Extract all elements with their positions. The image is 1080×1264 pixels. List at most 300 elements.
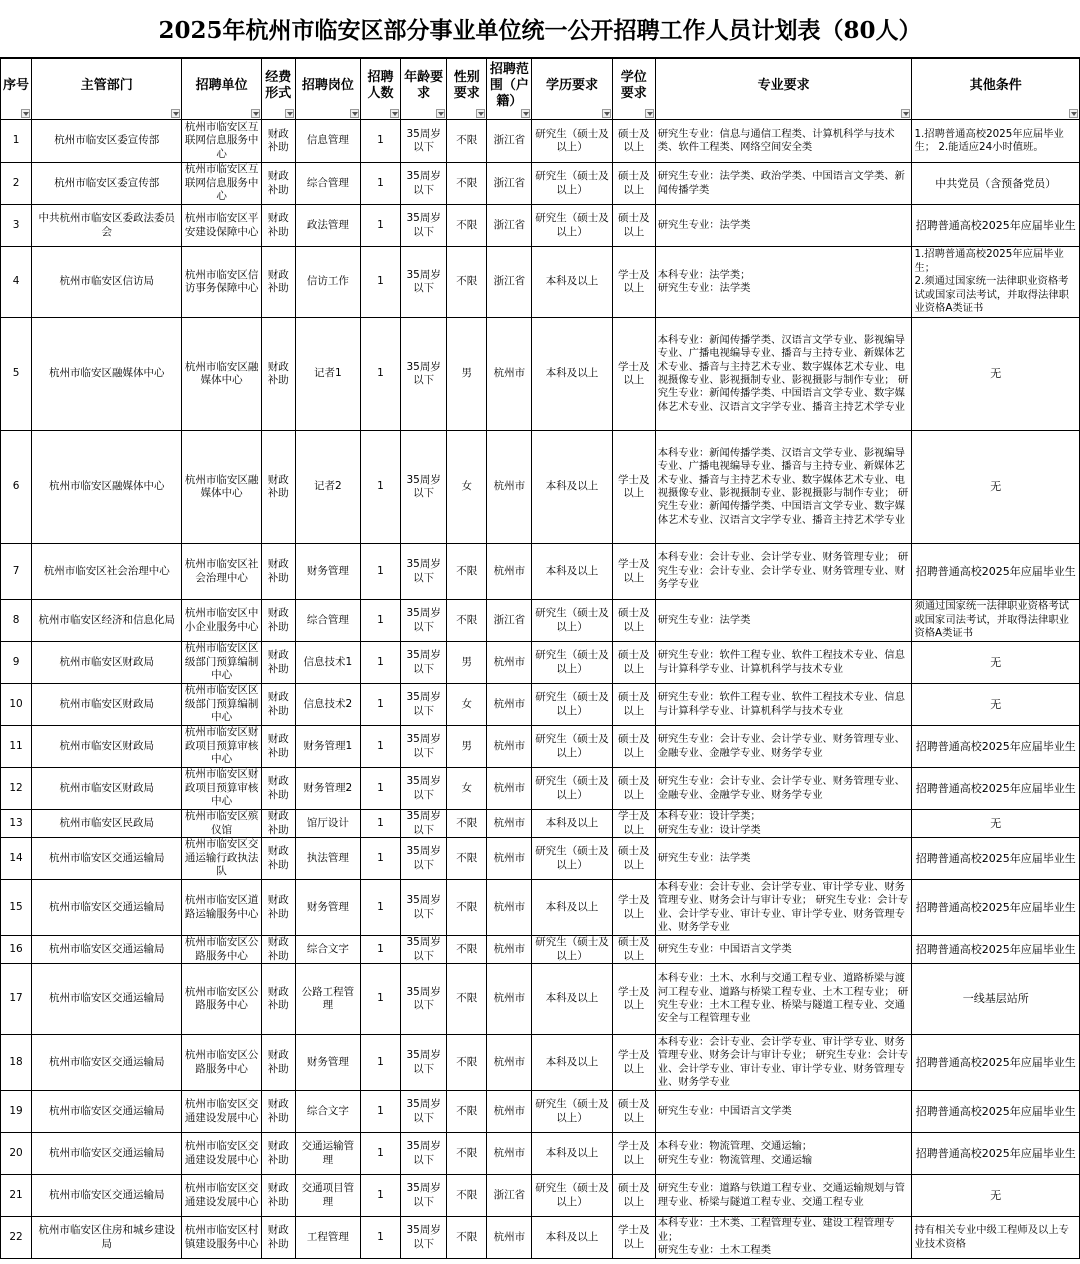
table-row — [1, 726, 1080, 768]
cell-funding: 财政补助 — [261, 1133, 295, 1175]
cell-count: 1 — [360, 726, 400, 768]
cell-position: 综合文字 — [295, 936, 360, 964]
cell-scope: 浙江省 — [487, 120, 532, 163]
filter-dropdown-icon[interactable] — [171, 109, 180, 118]
cell-seq: 17 — [1, 964, 32, 1035]
cell-degree: 学士及以上 — [612, 318, 655, 431]
cell-count: 1 — [360, 1175, 400, 1217]
cell-major: 本科专业：土木、水利与交通工程专业、道路桥梁与渡河工程专业、道路与桥梁工程专业、土木工程专业； 研究生专业：土木工程专业、桥梁与隧道工程专业、交通安全与工程管理专业 — [655, 964, 912, 1035]
header-label: 序号 — [3, 78, 30, 93]
cell-major: 研究生专业：中国语言文学类 — [655, 1091, 912, 1133]
cell-major: 研究生专业：会计专业、会计学专业、财务管理专业、金融专业、金融学专业、财务学专业 — [655, 726, 912, 768]
table-row — [1, 247, 1080, 318]
table-row — [1, 838, 1080, 880]
cell-unit: 杭州市临安区互联网信息服务中心 — [182, 163, 261, 205]
cell-major: 本科专业：新闻传播学类、汉语言文学专业、影视编导专业、广播电视编导专业、播音与主持专业、新媒体艺术专业、播音与主持艺术专业、数字媒体艺术专业、电视摄像专业、影视摄制专业、影视摄影与制作专业； 研究生专业：新闻传播学类、中国语言文学专业、数字媒体艺术专业、汉语言文字学专业、播音主持艺术学专业 — [655, 318, 912, 431]
page-title: 2025年杭州市临安区部分事业单位统一公开招聘工作人员计划表（80人） — [0, 0, 1080, 58]
cell-position: 记者1 — [295, 318, 360, 431]
cell-degree: 硕士及以上 — [612, 600, 655, 642]
header-label: 学位要求 — [620, 70, 647, 101]
cell-scope: 杭州市 — [487, 838, 532, 880]
cell-age: 35周岁以下 — [401, 544, 447, 600]
table-row — [1, 642, 1080, 684]
cell-count: 1 — [360, 642, 400, 684]
cell-gender: 不限 — [447, 247, 487, 318]
cell-education: 研究生（硕士及以上） — [532, 120, 612, 163]
cell-degree: 硕士及以上 — [612, 205, 655, 247]
cell-department: 杭州市临安区财政局 — [32, 726, 182, 768]
cell-position: 财务管理 — [295, 880, 360, 936]
cell-degree: 硕士及以上 — [612, 768, 655, 810]
filter-dropdown-icon[interactable] — [901, 109, 910, 118]
cell-major: 研究生专业：软件工程专业、软件工程技术专业、信息与计算科学专业、计算机科学与技术专业 — [655, 642, 912, 684]
header-label: 招聘单位 — [195, 78, 248, 93]
cell-unit: 杭州市临安区融媒体中心 — [182, 318, 261, 431]
cell-age: 35周岁以下 — [401, 936, 447, 964]
cell-department: 杭州市临安区交通运输局 — [32, 1175, 182, 1217]
header-col-other — [912, 59, 1080, 120]
cell-major: 研究生专业：中国语言文学类 — [655, 936, 912, 964]
cell-count: 1 — [360, 684, 400, 726]
table-row — [1, 1133, 1080, 1175]
cell-age: 35周岁以下 — [401, 726, 447, 768]
cell-gender: 不限 — [447, 964, 487, 1035]
cell-gender: 不限 — [447, 810, 487, 838]
cell-other: 无 — [912, 810, 1080, 838]
filter-dropdown-icon[interactable] — [390, 109, 399, 118]
cell-degree: 学士及以上 — [612, 1217, 655, 1259]
table-row — [1, 544, 1080, 600]
cell-seq: 22 — [1, 1217, 32, 1259]
cell-scope: 浙江省 — [487, 163, 532, 205]
cell-department: 杭州市临安区交通运输局 — [32, 936, 182, 964]
cell-funding: 财政补助 — [261, 964, 295, 1035]
cell-department: 杭州市临安区委宣传部 — [32, 163, 182, 205]
cell-age: 35周岁以下 — [401, 1217, 447, 1259]
header-col-funding — [261, 59, 295, 120]
cell-age: 35周岁以下 — [401, 964, 447, 1035]
cell-department: 杭州市临安区经济和信息化局 — [32, 600, 182, 642]
cell-department: 杭州市临安区社会治理中心 — [32, 544, 182, 600]
cell-count: 1 — [360, 838, 400, 880]
cell-count: 1 — [360, 768, 400, 810]
header-label: 其他条件 — [969, 78, 1022, 93]
cell-major: 本科专业：法学类； 研究生专业：法学类 — [655, 247, 912, 318]
cell-scope: 杭州市 — [487, 964, 532, 1035]
cell-position: 信息管理 — [295, 120, 360, 163]
cell-education: 本科及以上 — [532, 247, 612, 318]
cell-major: 本科专业：土木类、工程管理专业、建设工程管理专业； 研究生专业：土木工程类 — [655, 1217, 912, 1259]
filter-dropdown-icon[interactable] — [645, 109, 654, 118]
filter-dropdown-icon[interactable] — [21, 109, 30, 118]
cell-age: 35周岁以下 — [401, 318, 447, 431]
cell-seq: 13 — [1, 810, 32, 838]
cell-education: 研究生（硕士及以上） — [532, 1091, 612, 1133]
cell-count: 1 — [360, 1091, 400, 1133]
cell-scope: 杭州市 — [487, 642, 532, 684]
cell-unit: 杭州市临安区村镇建设服务中心 — [182, 1217, 261, 1259]
cell-unit: 杭州市临安区中小企业服务中心 — [182, 600, 261, 642]
cell-gender: 男 — [447, 318, 487, 431]
cell-department: 杭州市临安区财政局 — [32, 768, 182, 810]
cell-degree: 学士及以上 — [612, 544, 655, 600]
cell-funding: 财政补助 — [261, 838, 295, 880]
cell-age: 35周岁以下 — [401, 1091, 447, 1133]
cell-seq: 9 — [1, 642, 32, 684]
cell-seq: 1 — [1, 120, 32, 163]
cell-unit: 杭州市临安区区级部门预算编制中心 — [182, 642, 261, 684]
cell-funding: 财政补助 — [261, 247, 295, 318]
filter-dropdown-icon[interactable] — [476, 109, 485, 118]
recruitment-table — [0, 58, 1080, 1259]
cell-age: 35周岁以下 — [401, 810, 447, 838]
cell-scope: 浙江省 — [487, 247, 532, 318]
cell-department: 杭州市临安区交通运输局 — [32, 880, 182, 936]
cell-funding: 财政补助 — [261, 544, 295, 600]
cell-major: 本科专业：会计专业、会计学专业、审计学专业、财务管理专业、财务会计与审计专业； 研究生专业：会计专业、会计学专业、审计专业、审计学专业、财务管理专业、财务学专业 — [655, 1035, 912, 1091]
cell-scope: 杭州市 — [487, 431, 532, 544]
header-col-department — [32, 59, 182, 120]
header-col-gender — [447, 59, 487, 120]
cell-age: 35周岁以下 — [401, 880, 447, 936]
table-row — [1, 880, 1080, 936]
cell-degree: 硕士及以上 — [612, 936, 655, 964]
header-col-scope — [487, 59, 532, 120]
cell-other: 招聘普通高校2025年应届毕业生 — [912, 768, 1080, 810]
cell-scope: 杭州市 — [487, 544, 532, 600]
cell-seq: 3 — [1, 205, 32, 247]
cell-count: 1 — [360, 318, 400, 431]
cell-position: 交通运输管理 — [295, 1133, 360, 1175]
cell-other: 招聘普通高校2025年应届毕业生 — [912, 880, 1080, 936]
table-row — [1, 1217, 1080, 1259]
cell-department: 杭州市临安区信访局 — [32, 247, 182, 318]
cell-other: 招聘普通高校2025年应届毕业生 — [912, 1035, 1080, 1091]
cell-education: 研究生（硕士及以上） — [532, 838, 612, 880]
cell-department: 杭州市临安区交通运输局 — [32, 1035, 182, 1091]
cell-department: 杭州市临安区融媒体中心 — [32, 431, 182, 544]
cell-age: 35周岁以下 — [401, 205, 447, 247]
cell-degree: 硕士及以上 — [612, 163, 655, 205]
cell-scope: 杭州市 — [487, 880, 532, 936]
cell-funding: 财政补助 — [261, 768, 295, 810]
cell-major: 本科专业：新闻传播学类、汉语言文学专业、影视编导专业、广播电视编导专业、播音与主持专业、新媒体艺术专业、播音与主持艺术专业、数字媒体艺术专业、电视摄像专业、影视摄制专业、影视摄影与制作专业； 研究生专业：新闻传播学类、中国语言文学专业、数字媒体艺术专业、汉语言文字学专业、播音主持艺术学专业 — [655, 431, 912, 544]
cell-count: 1 — [360, 431, 400, 544]
cell-unit: 杭州市临安区互联网信息服务中心 — [182, 120, 261, 163]
cell-major: 研究生专业：法学类 — [655, 838, 912, 880]
cell-education: 研究生（硕士及以上） — [532, 726, 612, 768]
filter-dropdown-icon[interactable] — [251, 109, 260, 118]
cell-age: 35周岁以下 — [401, 600, 447, 642]
header-label: 主管部门 — [80, 78, 133, 93]
cell-education: 本科及以上 — [532, 1133, 612, 1175]
cell-scope: 杭州市 — [487, 1217, 532, 1259]
cell-funding: 财政补助 — [261, 684, 295, 726]
cell-seq: 20 — [1, 1133, 32, 1175]
cell-other: 无 — [912, 1175, 1080, 1217]
cell-other: 无 — [912, 684, 1080, 726]
cell-other: 招聘普通高校2025年应届毕业生 — [912, 544, 1080, 600]
table-row — [1, 936, 1080, 964]
cell-degree: 硕士及以上 — [612, 1175, 655, 1217]
cell-major: 本科专业：会计专业、会计学专业、财务管理专业； 研究生专业：会计专业、会计学专业、财务管理专业、财务学专业 — [655, 544, 912, 600]
cell-gender: 男 — [447, 726, 487, 768]
cell-age: 35周岁以下 — [401, 247, 447, 318]
table-row — [1, 1175, 1080, 1217]
cell-count: 1 — [360, 936, 400, 964]
cell-count: 1 — [360, 1217, 400, 1259]
header-label: 招聘范围（户籍） — [489, 62, 529, 109]
cell-department: 杭州市临安区民政局 — [32, 810, 182, 838]
header-label: 经费形式 — [265, 70, 292, 101]
cell-other: 无 — [912, 431, 1080, 544]
cell-position: 馆厅设计 — [295, 810, 360, 838]
cell-position: 信息技术1 — [295, 642, 360, 684]
cell-major: 本科专业：物流管理、交通运输； 研究生专业：物流管理、交通运输 — [655, 1133, 912, 1175]
cell-seq: 18 — [1, 1035, 32, 1091]
cell-count: 1 — [360, 163, 400, 205]
cell-education: 研究生（硕士及以上） — [532, 936, 612, 964]
cell-other: 1.招聘普通高校2025年应届毕业生； 2.须通过国家统一法律职业资格考试或国家司法考试，并取得法律职业资格A类证书 — [912, 247, 1080, 318]
cell-unit: 杭州市临安区社会治理中心 — [182, 544, 261, 600]
cell-count: 1 — [360, 247, 400, 318]
cell-gender: 不限 — [447, 838, 487, 880]
cell-age: 35周岁以下 — [401, 684, 447, 726]
cell-gender: 不限 — [447, 544, 487, 600]
cell-position: 综合管理 — [295, 163, 360, 205]
filter-dropdown-icon[interactable] — [521, 109, 530, 118]
cell-department: 杭州市临安区委宣传部 — [32, 120, 182, 163]
cell-seq: 8 — [1, 600, 32, 642]
cell-position: 工程管理 — [295, 1217, 360, 1259]
cell-gender: 女 — [447, 768, 487, 810]
cell-seq: 12 — [1, 768, 32, 810]
cell-seq: 15 — [1, 880, 32, 936]
cell-gender: 女 — [447, 684, 487, 726]
cell-degree: 学士及以上 — [612, 247, 655, 318]
cell-seq: 5 — [1, 318, 32, 431]
cell-gender: 不限 — [447, 1091, 487, 1133]
cell-funding: 财政补助 — [261, 726, 295, 768]
cell-unit: 杭州市临安区交通建设发展中心 — [182, 1175, 261, 1217]
cell-education: 本科及以上 — [532, 1217, 612, 1259]
cell-other: 招聘普通高校2025年应届毕业生 — [912, 1091, 1080, 1133]
cell-age: 35周岁以下 — [401, 838, 447, 880]
cell-scope: 浙江省 — [487, 600, 532, 642]
cell-scope: 杭州市 — [487, 726, 532, 768]
cell-scope: 杭州市 — [487, 936, 532, 964]
filter-dropdown-icon[interactable] — [1069, 109, 1078, 118]
cell-seq: 7 — [1, 544, 32, 600]
header-col-unit — [182, 59, 261, 120]
cell-seq: 14 — [1, 838, 32, 880]
cell-gender: 不限 — [447, 120, 487, 163]
table-body — [1, 120, 1080, 1259]
cell-education: 本科及以上 — [532, 318, 612, 431]
cell-major: 研究生专业：法学类 — [655, 205, 912, 247]
cell-seq: 11 — [1, 726, 32, 768]
cell-unit: 杭州市临安区信访事务保障中心 — [182, 247, 261, 318]
header-label: 招聘人数 — [367, 70, 394, 101]
header-col-education — [532, 59, 612, 120]
cell-position: 财务管理 — [295, 1035, 360, 1091]
cell-gender: 不限 — [447, 205, 487, 247]
cell-gender: 不限 — [447, 1133, 487, 1175]
cell-age: 35周岁以下 — [401, 163, 447, 205]
cell-position: 信访工作 — [295, 247, 360, 318]
cell-gender: 不限 — [447, 936, 487, 964]
cell-funding: 财政补助 — [261, 1175, 295, 1217]
table-row — [1, 684, 1080, 726]
table-row — [1, 431, 1080, 544]
cell-position: 交通项目管理 — [295, 1175, 360, 1217]
cell-position: 信息技术2 — [295, 684, 360, 726]
cell-major: 研究生专业：道路与铁道工程专业、交通运输规划与管理专业、桥梁与隧道工程专业、交通工程专业 — [655, 1175, 912, 1217]
cell-scope: 浙江省 — [487, 205, 532, 247]
cell-other: 招聘普通高校2025年应届毕业生 — [912, 1133, 1080, 1175]
table-row — [1, 1091, 1080, 1133]
table-row — [1, 205, 1080, 247]
cell-funding: 财政补助 — [261, 205, 295, 247]
header-label: 年龄要求 — [404, 70, 444, 101]
cell-seq: 6 — [1, 431, 32, 544]
cell-major: 研究生专业：信息与通信工程类、计算机科学与技术类、软件工程类、网络空间安全类 — [655, 120, 912, 163]
cell-position: 政法管理 — [295, 205, 360, 247]
cell-education: 研究生（硕士及以上） — [532, 205, 612, 247]
cell-count: 1 — [360, 1035, 400, 1091]
header-col-count — [360, 59, 400, 120]
cell-funding: 财政补助 — [261, 120, 295, 163]
cell-department: 杭州市临安区交通运输局 — [32, 1091, 182, 1133]
cell-other: 招聘普通高校2025年应届毕业生 — [912, 936, 1080, 964]
cell-department: 杭州市临安区财政局 — [32, 642, 182, 684]
cell-unit: 杭州市临安区殡仪馆 — [182, 810, 261, 838]
cell-scope: 杭州市 — [487, 810, 532, 838]
cell-other: 须通过国家统一法律职业资格考试或国家司法考试，并取得法律职业资格A类证书 — [912, 600, 1080, 642]
cell-gender: 不限 — [447, 1217, 487, 1259]
cell-education: 研究生（硕士及以上） — [532, 600, 612, 642]
cell-department: 杭州市临安区交通运输局 — [32, 1133, 182, 1175]
header-label: 性别要求 — [453, 70, 480, 101]
cell-funding: 财政补助 — [261, 318, 295, 431]
cell-scope: 杭州市 — [487, 1035, 532, 1091]
cell-degree: 学士及以上 — [612, 431, 655, 544]
cell-education: 研究生（硕士及以上） — [532, 642, 612, 684]
table-row — [1, 1035, 1080, 1091]
header-col-major — [655, 59, 912, 120]
cell-gender: 不限 — [447, 1035, 487, 1091]
cell-education: 本科及以上 — [532, 880, 612, 936]
header-label: 招聘岗位 — [301, 78, 354, 93]
cell-position: 财务管理1 — [295, 726, 360, 768]
cell-count: 1 — [360, 205, 400, 247]
cell-scope: 杭州市 — [487, 1091, 532, 1133]
cell-degree: 硕士及以上 — [612, 1091, 655, 1133]
cell-education: 研究生（硕士及以上） — [532, 163, 612, 205]
cell-position: 记者2 — [295, 431, 360, 544]
cell-unit: 杭州市临安区财政项目预算审核中心 — [182, 726, 261, 768]
cell-unit: 杭州市临安区交通运输行政执法队 — [182, 838, 261, 880]
header-label: 专业要求 — [757, 78, 810, 93]
cell-age: 35周岁以下 — [401, 1133, 447, 1175]
cell-count: 1 — [360, 1133, 400, 1175]
cell-gender: 女 — [447, 431, 487, 544]
cell-department: 中共杭州市临安区委政法委员会 — [32, 205, 182, 247]
cell-unit: 杭州市临安区交通建设发展中心 — [182, 1133, 261, 1175]
cell-major: 本科专业：设计学类； 研究生专业：设计学类 — [655, 810, 912, 838]
cell-education: 研究生（硕士及以上） — [532, 1175, 612, 1217]
header-col-age — [401, 59, 447, 120]
cell-other: 1.招聘普通高校2025年应届毕业生； 2.能适应24小时值班。 — [912, 120, 1080, 163]
cell-funding: 财政补助 — [261, 1035, 295, 1091]
cell-education: 本科及以上 — [532, 964, 612, 1035]
filter-dropdown-icon[interactable] — [350, 109, 359, 118]
cell-department: 杭州市临安区财政局 — [32, 684, 182, 726]
cell-degree: 硕士及以上 — [612, 726, 655, 768]
cell-degree: 硕士及以上 — [612, 684, 655, 726]
cell-department: 杭州市临安区交通运输局 — [32, 838, 182, 880]
table-row — [1, 120, 1080, 163]
cell-degree: 学士及以上 — [612, 1035, 655, 1091]
header-row — [1, 59, 1080, 120]
table-row — [1, 163, 1080, 205]
cell-major: 研究生专业：软件工程专业、软件工程技术专业、信息与计算科学专业、计算机科学与技术专业 — [655, 684, 912, 726]
cell-age: 35周岁以下 — [401, 1035, 447, 1091]
cell-education: 研究生（硕士及以上） — [532, 768, 612, 810]
filter-dropdown-icon[interactable] — [285, 109, 294, 118]
cell-unit: 杭州市临安区道路运输服务中心 — [182, 880, 261, 936]
table-row — [1, 964, 1080, 1035]
filter-dropdown-icon[interactable] — [602, 109, 611, 118]
cell-education: 本科及以上 — [532, 431, 612, 544]
cell-gender: 不限 — [447, 600, 487, 642]
cell-age: 35周岁以下 — [401, 120, 447, 163]
cell-funding: 财政补助 — [261, 1091, 295, 1133]
cell-position: 综合文字 — [295, 1091, 360, 1133]
cell-major: 研究生专业：法学类、政治学类、中国语言文学类、新闻传播学类 — [655, 163, 912, 205]
table-row — [1, 810, 1080, 838]
cell-education: 本科及以上 — [532, 1035, 612, 1091]
cell-degree: 学士及以上 — [612, 1133, 655, 1175]
filter-dropdown-icon[interactable] — [436, 109, 445, 118]
table-row — [1, 600, 1080, 642]
cell-funding: 财政补助 — [261, 163, 295, 205]
cell-education: 研究生（硕士及以上） — [532, 684, 612, 726]
cell-department: 杭州市临安区交通运输局 — [32, 964, 182, 1035]
cell-count: 1 — [360, 120, 400, 163]
cell-seq: 21 — [1, 1175, 32, 1217]
cell-seq: 4 — [1, 247, 32, 318]
cell-seq: 10 — [1, 684, 32, 726]
cell-scope: 杭州市 — [487, 1133, 532, 1175]
cell-unit: 杭州市临安区公路服务中心 — [182, 1035, 261, 1091]
cell-scope: 浙江省 — [487, 1175, 532, 1217]
cell-count: 1 — [360, 810, 400, 838]
cell-count: 1 — [360, 880, 400, 936]
table-row — [1, 768, 1080, 810]
cell-degree: 硕士及以上 — [612, 120, 655, 163]
cell-unit: 杭州市临安区区级部门预算编制中心 — [182, 684, 261, 726]
cell-position: 财务管理 — [295, 544, 360, 600]
cell-gender: 不限 — [447, 880, 487, 936]
cell-unit: 杭州市临安区融媒体中心 — [182, 431, 261, 544]
cell-unit: 杭州市临安区公路服务中心 — [182, 936, 261, 964]
cell-unit: 杭州市临安区交通建设发展中心 — [182, 1091, 261, 1133]
cell-seq: 2 — [1, 163, 32, 205]
cell-funding: 财政补助 — [261, 1217, 295, 1259]
cell-other: 无 — [912, 318, 1080, 431]
cell-degree: 硕士及以上 — [612, 838, 655, 880]
